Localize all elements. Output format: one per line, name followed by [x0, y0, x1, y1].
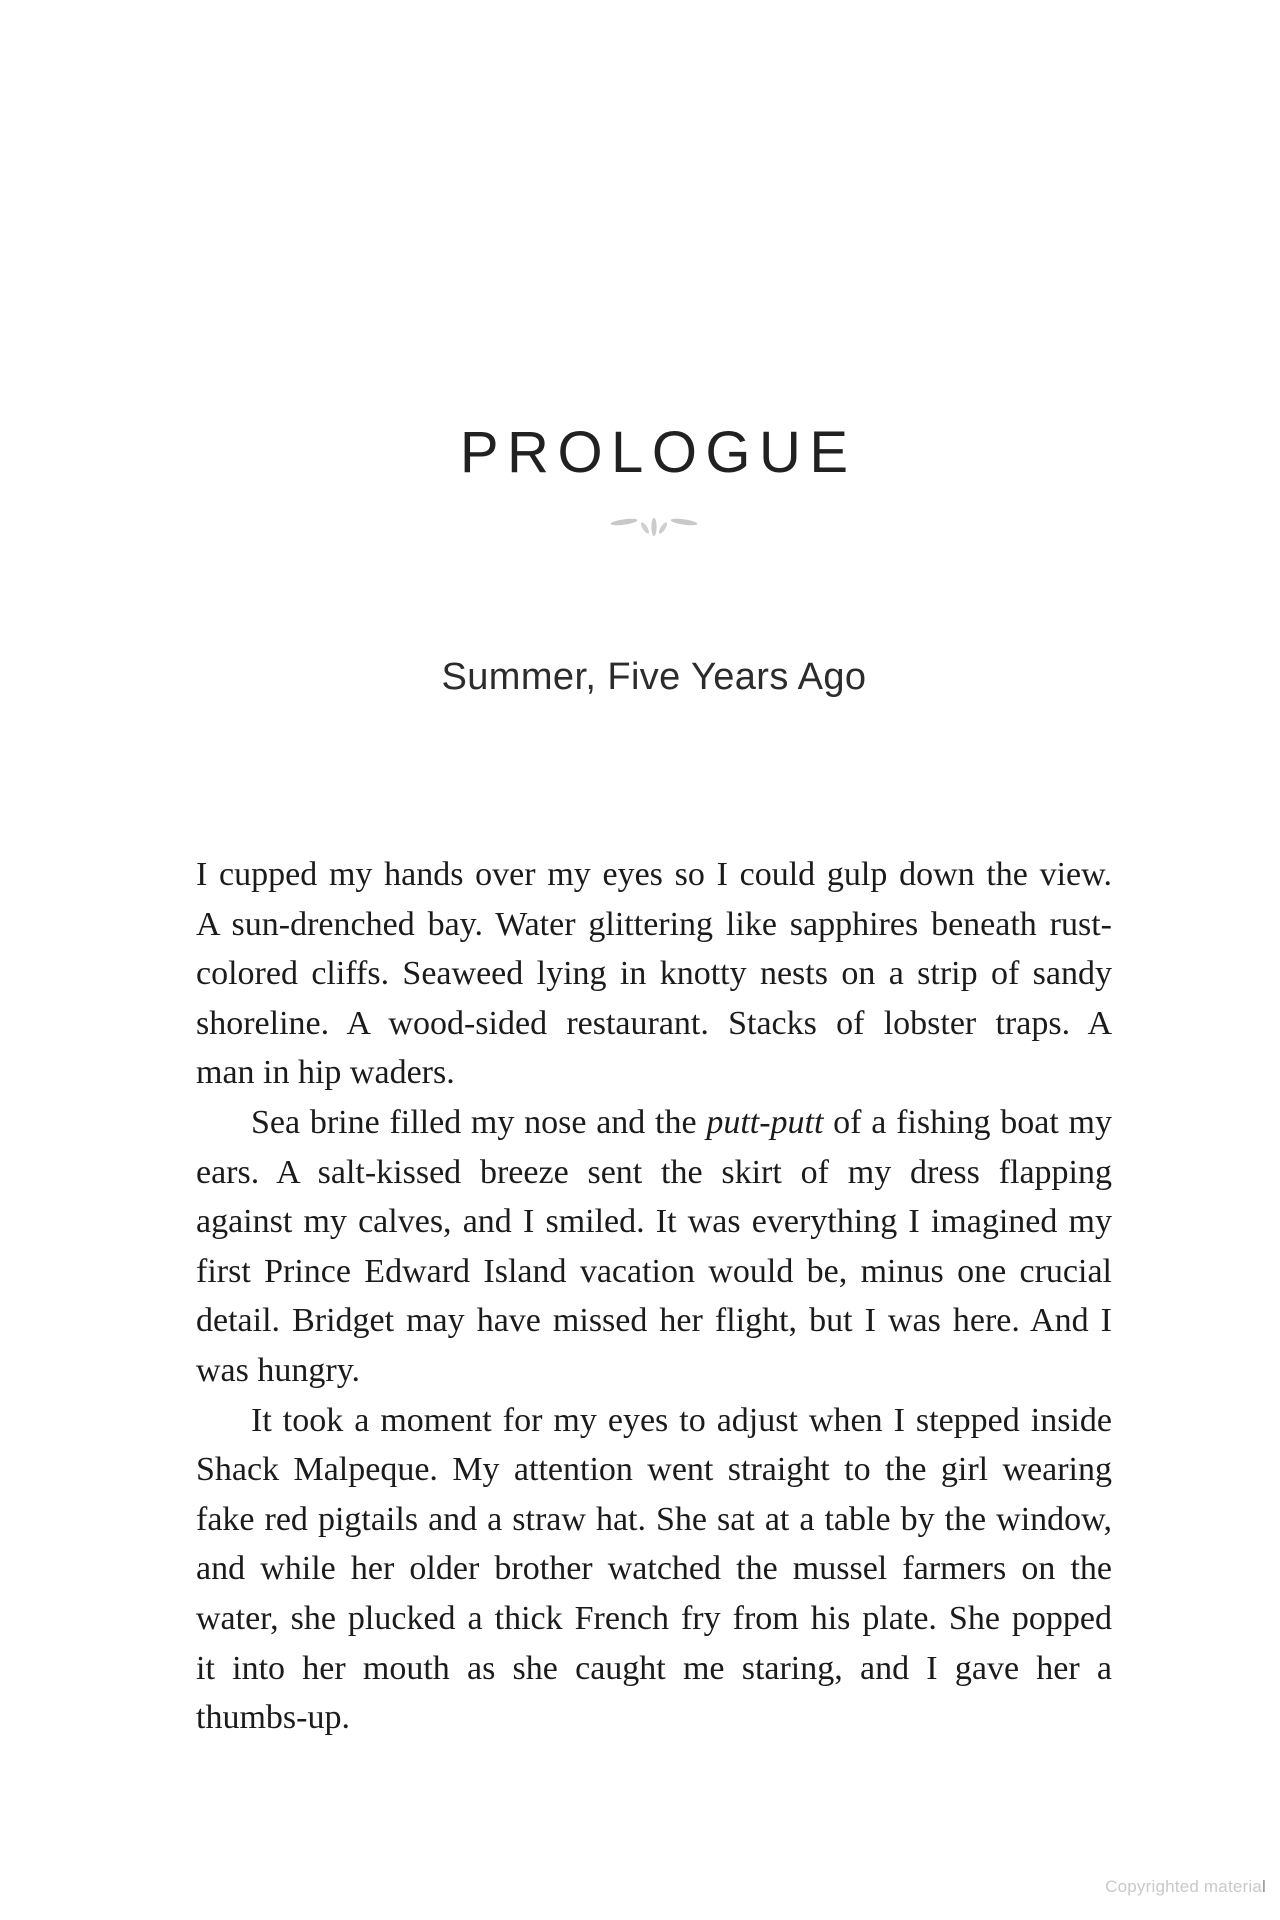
- body-line: Shack Malpeque. My attention went straight to the girl wearing: [196, 1451, 1112, 1489]
- body-line: [196, 1098, 1112, 1148]
- body-line: It took a moment for my eyes to adjust when I stepped inside: [251, 1401, 1112, 1439]
- body-line: water, she plucked a thick French fry from his plate. She popped: [196, 1599, 1112, 1637]
- body-line: thumbs-up.: [196, 1699, 350, 1737]
- paragraph: [196, 1396, 1112, 1743]
- body-line-segment: of a fishing boat my: [823, 1103, 1112, 1141]
- paragraph: [196, 1098, 1112, 1396]
- body-line: was hungry.: [196, 1351, 360, 1389]
- chapter-title: PROLOGUE: [459, 420, 857, 485]
- body-line: man in hip waders.: [196, 1054, 455, 1092]
- body-line: fake red pigtails and a straw hat. She sat at a table by the window,: [196, 1500, 1112, 1538]
- copyright-watermark: [1105, 1876, 1266, 1898]
- paragraph: [196, 850, 1112, 1098]
- body-line: detail. Bridget may have missed her flight, but I was here. And I: [196, 1302, 1112, 1340]
- body-line-segment: Sea brine filled my nose and the: [251, 1103, 707, 1141]
- copyright-watermark-tail: l: [1262, 1877, 1266, 1896]
- body-line: ears. A salt-kissed breeze sent the skirt of my dress flapping: [196, 1153, 1112, 1191]
- body-line: A sun-drenched bay. Water glittering like sapphires beneath rust-: [196, 905, 1112, 943]
- body-text: [196, 850, 1112, 1743]
- body-line: against my calves, and I smiled. It was everything I imagined my: [196, 1203, 1112, 1241]
- body-line: shoreline. A wood-sided restaurant. Stacks of lobster traps. A: [196, 1004, 1112, 1042]
- chapter-ornament: [196, 514, 1112, 540]
- body-line: it into her mouth as she caught me staring, and I gave her a: [196, 1649, 1112, 1687]
- copyright-watermark-text: Copyrighted materia: [1105, 1877, 1263, 1896]
- body-line-italic: putt-putt: [706, 1103, 824, 1141]
- chapter-subtitle: Summer, Five Years Ago: [441, 656, 867, 698]
- body-line: I cupped my hands over my eyes so I could gulp down the view.: [196, 856, 1112, 893]
- body-line: and while her older brother watched the mussel farmers on the: [196, 1550, 1112, 1588]
- leaf-spray-icon: [609, 514, 699, 540]
- body-line: first Prince Edward Island vacation would be, minus one crucial: [196, 1252, 1112, 1290]
- body-line: colored cliffs. Seaweed lying in knotty nests on a strip of sandy: [196, 955, 1112, 993]
